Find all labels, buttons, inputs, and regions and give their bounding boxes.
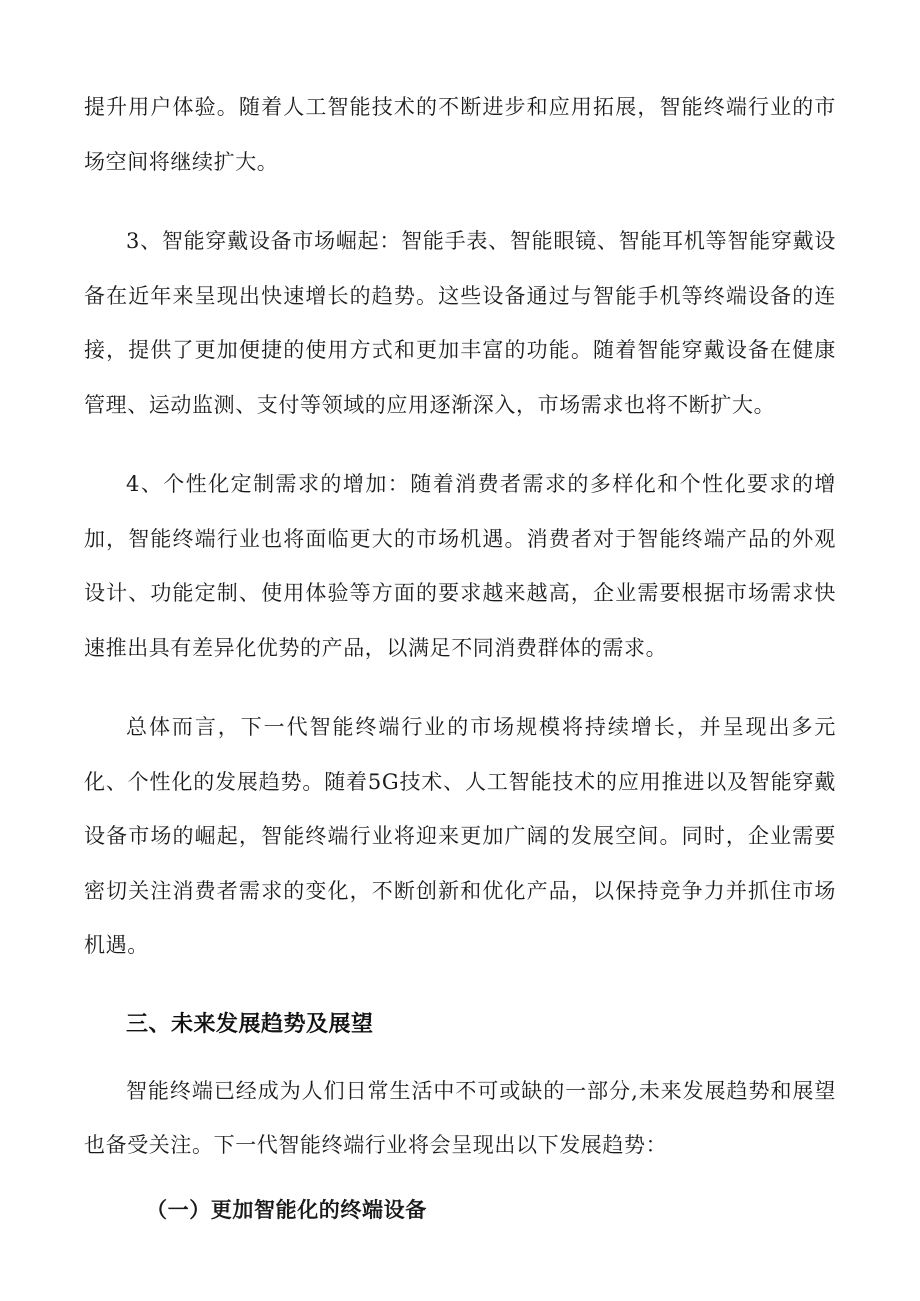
paragraph-wearables: 3、智能穿戴设备市场崛起：智能手表、智能眼镜、智能耳机等智能穿戴设备在近年来呈现出快速增长的趋势。这些设备通过与智能手机等终端设备的连接，提供了更加便捷的使用方式和更加丰富的功能。随着智能穿戴设备在健康管理、运动监测、支付等领域的应用逐渐深入，市场需求也将不断扩大。 [84, 229, 836, 417]
paragraph-gap [84, 1052, 836, 1064]
subsection-heading: （一）更加智能化的终端设备 [146, 1196, 427, 1222]
paragraph-personalization: 4、个性化定制需求的增加：随着消费者需求的多样化和个性化要求的增加，智能终端行业也将面临更大的市场机遇。消费者对于智能终端产品的外观设计、功能定制、使用体验等方面的要求越来越高，企业需要根据市场需求快速推出具有差异化优势的产品，以满足不同消费群体的需求。 [84, 472, 836, 660]
paragraph-gap [84, 189, 836, 214]
section-intro-paragraph: 智能终端已经成为人们日常生活中不可或缺的一部分,未来发展趋势和展望也备受关注。下一代智能终端行业将会呈现出以下发展趋势： [84, 1078, 836, 1157]
document-page [84, 80, 836, 1237]
section-heading: 三、未来发展趋势及展望 [126, 1011, 374, 1037]
paragraph-gap [84, 675, 836, 700]
paragraph-continuation: 提升用户体验。随着人工智能技术的不断进步和应用拓展，智能终端行业的市场空间将继续扩大。 [84, 95, 836, 174]
paragraph-summary: 总体而言，下一代智能终端行业的市场规模将持续增长，并呈现出多元化、个性化的发展趋势。随着5G技术、人工智能技术的应用推进以及智能穿戴设备市场的崛起，智能终端行业将迎来更加广阔的发展空间。同时，企业需要密切关注消费者需求的变化，不断创新和优化产品，以保持竞争力并抓住市场机遇。 [84, 715, 836, 957]
paragraph-gap [84, 1173, 836, 1183]
paragraph-gap [84, 973, 836, 998]
paragraph-gap [84, 432, 836, 457]
